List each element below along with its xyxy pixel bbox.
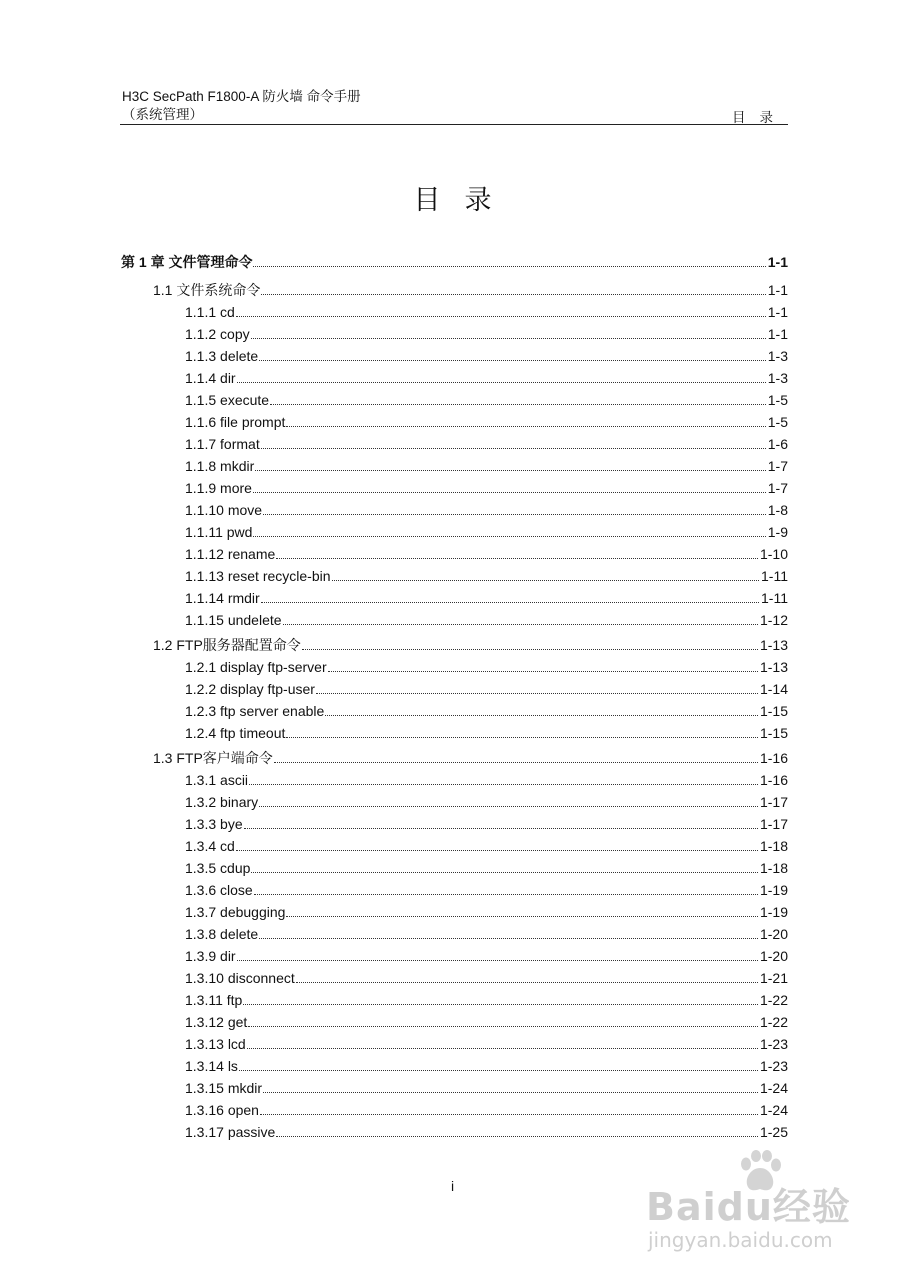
toc-leader-dots: [259, 805, 758, 807]
toc-entry-title: 1.1.9 more: [185, 480, 252, 496]
toc-entry-page: 1-3: [767, 370, 788, 386]
toc-entry-title: 1.3.2 binary: [185, 794, 259, 810]
toc-entry-title: 1.3.13 lcd: [185, 1036, 246, 1052]
toc-leader-dots: [259, 937, 758, 939]
toc-entry-page: 1-8: [767, 502, 788, 518]
toc-entry-title: 1.1.15 undelete: [185, 612, 282, 628]
toc-entry-title: 1.1.12 rename: [185, 546, 276, 562]
toc-entry-page: 1-6: [767, 436, 788, 452]
toc-leader-dots: [276, 557, 758, 559]
toc-entry-title: 1.1.2 copy: [185, 326, 250, 342]
toc-leader-dots: [237, 959, 758, 961]
toc-entry-title: 第 1 章 文件管理命令: [121, 254, 253, 270]
toc-leader-dots: [296, 981, 758, 983]
toc-entry[interactable]: [0, 1119, 905, 1141]
toc-leader-dots: [263, 1091, 758, 1093]
toc-entry-page: 1-1: [767, 304, 788, 320]
toc-entry[interactable]: [0, 475, 905, 497]
toc-entry-page: 1-7: [767, 480, 788, 496]
toc-entry-page: 1-15: [759, 703, 788, 719]
toc-entry-title: 1.3.3 bye: [185, 816, 243, 832]
toc-entry-title: 1.3.10 disconnect: [185, 970, 295, 986]
toc-leader-dots: [261, 447, 766, 449]
toc-entry-page: 1-17: [759, 816, 788, 832]
toc-entry-title: 1.1.1 cd: [185, 304, 235, 320]
toc-entry-title: 1.1.13 reset recycle-bin: [185, 568, 331, 584]
toc-leader-dots: [254, 893, 758, 895]
toc-entry[interactable]: [0, 789, 905, 811]
toc-leader-dots: [332, 579, 759, 581]
toc-entry[interactable]: [0, 987, 905, 1009]
toc-entry[interactable]: [0, 343, 905, 365]
toc-entry-page: 1-13: [759, 659, 788, 675]
toc-leader-dots: [286, 915, 758, 917]
toc-entry-title: 1.3.8 delete: [185, 926, 259, 942]
toc-entry[interactable]: [0, 877, 905, 899]
toc-entry[interactable]: [0, 965, 905, 987]
toc-entry[interactable]: [0, 431, 905, 453]
toc-entry-title: 1.3.4 cd: [185, 838, 235, 854]
toc-entry[interactable]: [0, 943, 905, 965]
toc-entry[interactable]: [0, 563, 905, 585]
toc-entry[interactable]: [0, 1053, 905, 1075]
toc-entry[interactable]: [0, 409, 905, 431]
toc-entry[interactable]: [0, 899, 905, 921]
toc-leader-dots: [276, 1135, 758, 1137]
toc-leader-dots: [261, 293, 765, 295]
toc-entry[interactable]: [0, 321, 905, 343]
toc-entry-title: 1.2 FTP服务器配置命令: [153, 637, 301, 653]
toc-leader-dots: [237, 381, 766, 383]
toc-leader-dots: [325, 714, 758, 716]
toc-entry-page: 1-20: [759, 948, 788, 964]
toc-entry-title: 1.3.7 debugging: [185, 904, 286, 920]
toc-entry-page: 1-21: [759, 970, 788, 986]
toc-entry[interactable]: [0, 720, 905, 742]
running-header: [122, 88, 361, 124]
toc-leader-dots: [249, 783, 758, 785]
toc-entry[interactable]: [0, 1031, 905, 1053]
toc-entry-title: 1.3.5 cdup: [185, 860, 251, 876]
toc-entry-title: 1.2.3 ftp server enable: [185, 703, 325, 719]
toc-entry-title: 1.1.14 rmdir: [185, 590, 260, 606]
toc-entry-page: 1-9: [767, 524, 788, 540]
toc-entry-title: 1.3.6 close: [185, 882, 253, 898]
toc-entry-page: 1-22: [759, 1014, 788, 1030]
toc-leader-dots: [261, 601, 759, 603]
toc-entry-title: 1.1.5 execute: [185, 392, 270, 408]
toc-leader-dots: [286, 736, 758, 738]
toc-entry[interactable]: [0, 541, 905, 563]
toc-entry-page: 1-5: [767, 414, 788, 430]
baidu-watermark: [640, 1150, 860, 1260]
toc-entry[interactable]: [0, 585, 905, 607]
toc-entry-page: 1-11: [761, 590, 788, 606]
toc-leader-dots: [236, 315, 766, 317]
toc-entry-title: 1.1.6 file prompt: [185, 414, 286, 430]
header-rule: [120, 124, 788, 125]
toc-entry-page: 1-12: [759, 612, 788, 628]
toc-entry-page: 1-1: [767, 326, 788, 342]
toc-leader-dots: [253, 265, 765, 267]
toc-leader-dots: [253, 491, 766, 493]
toc-leader-dots: [239, 1069, 758, 1071]
page-number: i: [450, 1178, 455, 1194]
toc-entry-page: 1-22: [759, 992, 788, 1008]
toc-entry[interactable]: [0, 607, 905, 629]
toc-entry-title: 1.3 FTP客户端命令: [153, 750, 273, 766]
toc-entry-title: 1.3.9 dir: [185, 948, 236, 964]
toc-entry[interactable]: [0, 519, 905, 541]
toc-entry-page: 1-16: [759, 772, 788, 788]
header-section-name: 目录: [732, 110, 787, 125]
toc-leader-dots: [244, 827, 758, 829]
toc-entry-title: 1.1.7 format: [185, 436, 260, 452]
toc-entry[interactable]: [0, 1097, 905, 1119]
toc-leader-dots: [259, 359, 766, 361]
toc-entry-page: 1-25: [759, 1124, 788, 1140]
toc-leader-dots: [236, 849, 758, 851]
toc-entry-page: 1-1: [767, 282, 788, 298]
toc-entry-title: 1.3.17 passive: [185, 1124, 276, 1140]
toc-leader-dots: [302, 648, 758, 650]
toc-entry[interactable]: [0, 247, 905, 271]
toc-entry-title: 1.1.4 dir: [185, 370, 236, 386]
toc-entry-title: 1.1.10 move: [185, 502, 263, 518]
toc-entry-page: 1-3: [767, 348, 788, 364]
toc-entry-page: 1-7: [767, 458, 788, 474]
toc-entry-page: 1-10: [759, 546, 788, 562]
toc-entry[interactable]: [0, 921, 905, 943]
toc-entry[interactable]: [0, 453, 905, 475]
toc-entry-title: 1.1 文件系统命令: [153, 282, 261, 298]
table-of-contents: [0, 247, 905, 1141]
toc-entry-title: 1.3.1 ascii: [185, 772, 249, 788]
toc-entry-page: 1-23: [759, 1036, 788, 1052]
toc-entry-page: 1-13: [759, 637, 788, 653]
toc-leader-dots: [274, 761, 758, 763]
toc-entry[interactable]: [0, 811, 905, 833]
toc-entry-page: 1-11: [761, 568, 788, 584]
toc-entry-page: 1-14: [759, 681, 788, 697]
toc-leader-dots: [253, 535, 765, 537]
toc-entry-title: 1.3.11 ftp: [185, 992, 243, 1008]
toc-entry[interactable]: [0, 387, 905, 409]
toc-entry-title: 1.2.1 display ftp-server: [185, 659, 327, 675]
toc-leader-dots: [251, 871, 758, 873]
page-title: 目录: [413, 185, 516, 215]
watermark-url: jingyan.baidu.com: [648, 1228, 833, 1252]
toc-entry-page: 1-16: [759, 750, 788, 766]
toc-entry-title: 1.3.15 mkdir: [185, 1080, 263, 1096]
toc-entry[interactable]: [0, 745, 905, 767]
toc-entry[interactable]: [0, 299, 905, 321]
toc-entry[interactable]: [0, 365, 905, 387]
toc-entry-title: 1.1.3 delete: [185, 348, 259, 364]
toc-leader-dots: [248, 1025, 758, 1027]
toc-entry-page: 1-20: [759, 926, 788, 942]
toc-entry-page: 1-17: [759, 794, 788, 810]
toc-entry-title: 1.2.4 ftp timeout: [185, 725, 286, 741]
toc-entry[interactable]: [0, 497, 905, 519]
toc-leader-dots: [247, 1047, 758, 1049]
toc-entry-page: 1-19: [759, 904, 788, 920]
toc-entry-page: 1-24: [759, 1080, 788, 1096]
toc-entry-title: 1.3.14 ls: [185, 1058, 238, 1074]
toc-entry-page: 1-18: [759, 860, 788, 876]
toc-entry-title: 1.3.16 open: [185, 1102, 259, 1118]
toc-entry[interactable]: [0, 654, 905, 676]
toc-leader-dots: [270, 403, 766, 405]
toc-entry-title: 1.1.8 mkdir: [185, 458, 255, 474]
toc-leader-dots: [328, 670, 758, 672]
toc-entry[interactable]: [0, 1009, 905, 1031]
toc-entry[interactable]: [0, 698, 905, 720]
toc-entry[interactable]: [0, 767, 905, 789]
toc-entry[interactable]: [0, 277, 905, 299]
toc-leader-dots: [263, 513, 766, 515]
toc-entry-page: 1-5: [767, 392, 788, 408]
toc-entry[interactable]: [0, 632, 905, 654]
toc-entry-title: 1.3.12 get: [185, 1014, 248, 1030]
toc-entry-title: 1.2.2 display ftp-user: [185, 681, 315, 697]
toc-entry[interactable]: [0, 1075, 905, 1097]
toc-leader-dots: [255, 469, 766, 471]
toc-entry-page: 1-18: [759, 838, 788, 854]
toc-leader-dots: [243, 1003, 758, 1005]
toc-entry-title: 1.1.11 pwd: [185, 524, 253, 540]
toc-leader-dots: [260, 1113, 758, 1115]
toc-leader-dots: [316, 692, 758, 694]
toc-entry-page: 1-1: [767, 254, 788, 270]
toc-entry-page: 1-23: [759, 1058, 788, 1074]
header-volume: （系统管理）: [122, 107, 203, 122]
toc-entry-page: 1-15: [759, 725, 788, 741]
toc-entry[interactable]: [0, 855, 905, 877]
toc-entry-page: 1-24: [759, 1102, 788, 1118]
header-manual-title: H3C SecPath F1800-A 防火墙 命令手册: [122, 89, 361, 104]
toc-leader-dots: [283, 623, 758, 625]
toc-leader-dots: [286, 425, 765, 427]
watermark-logo: Baidu经验: [646, 1185, 851, 1229]
toc-entry-page: 1-19: [759, 882, 788, 898]
toc-entry[interactable]: [0, 833, 905, 855]
toc-entry[interactable]: [0, 676, 905, 698]
toc-leader-dots: [251, 337, 766, 339]
